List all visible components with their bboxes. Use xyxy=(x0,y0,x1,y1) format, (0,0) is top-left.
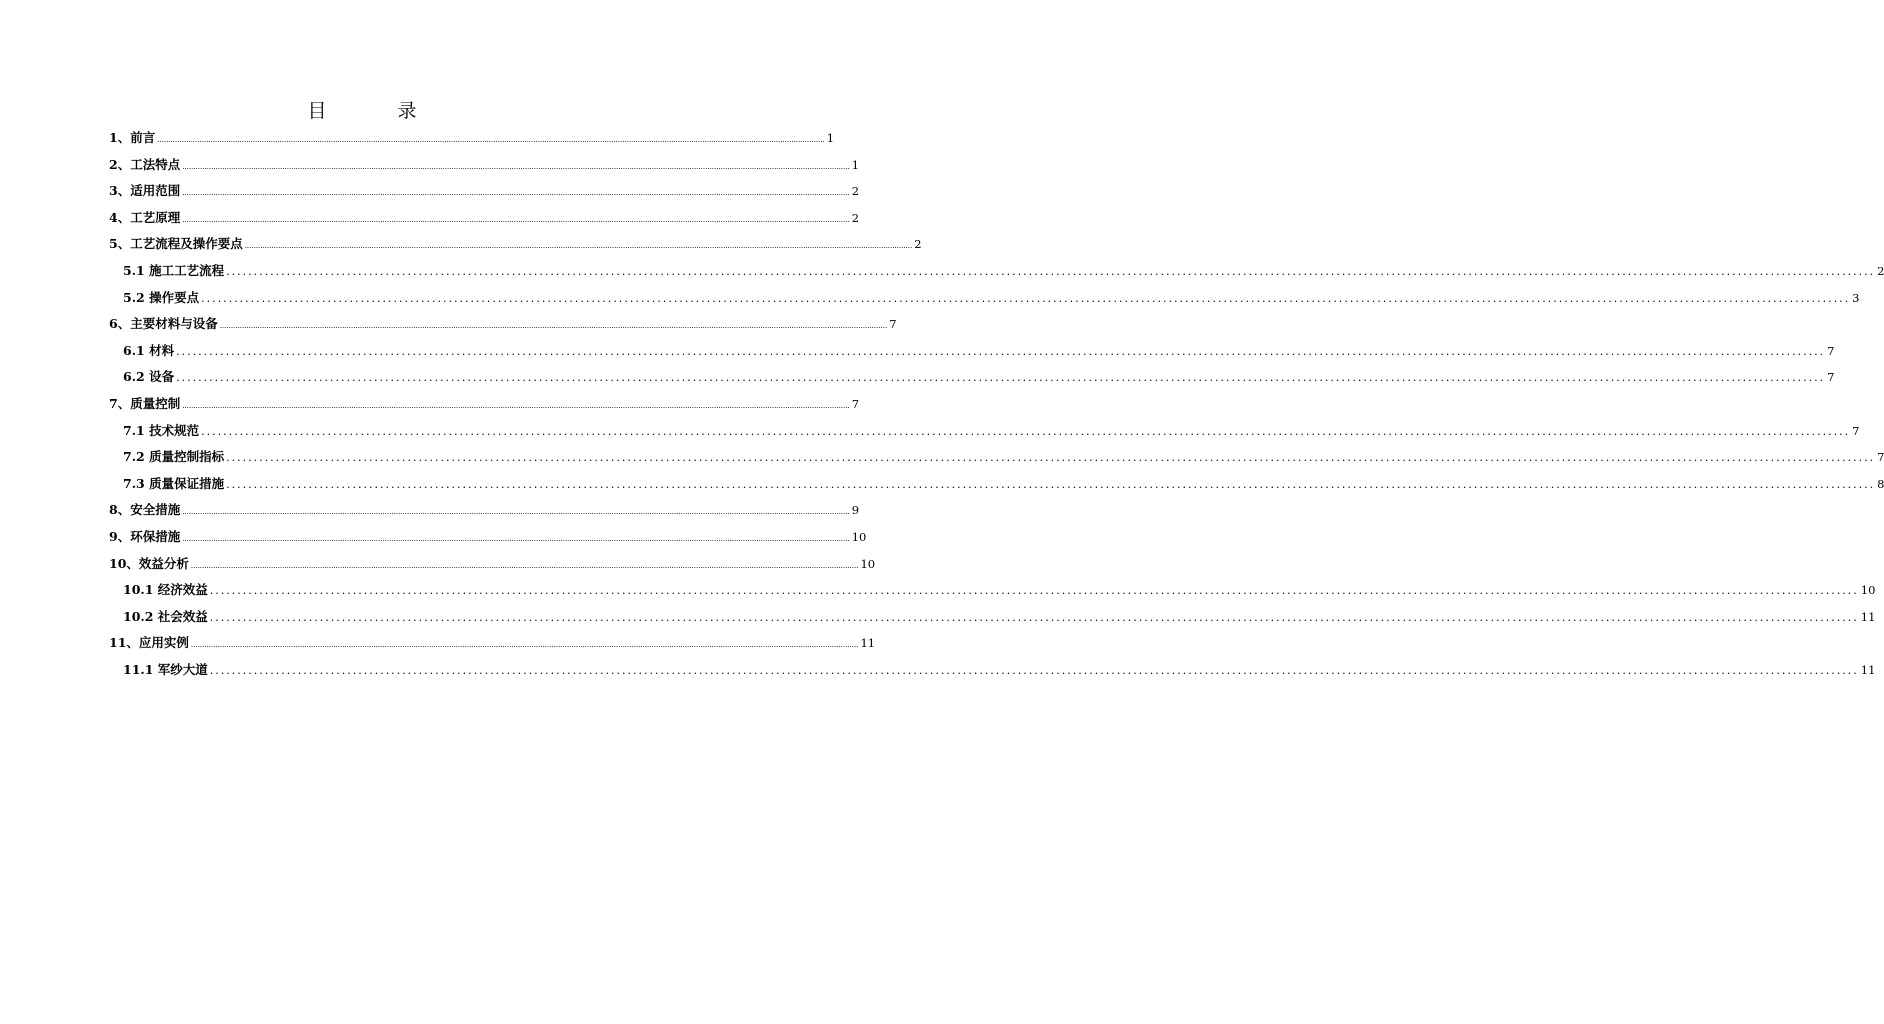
toc-dot-leader: ............................................................................................................................................................................................................................................................................................................ xyxy=(176,344,1826,358)
toc-entry[interactable] xyxy=(109,633,876,660)
toc-entry-page-number: 10 xyxy=(1860,583,1876,598)
toc-entry-text: 6.1 材料 xyxy=(123,342,175,358)
toc-dot-leader: ............................................................................................................................................................................................................................................................................................................ xyxy=(182,534,850,543)
toc-entry-page-number: 2 xyxy=(851,210,860,225)
toc-entry-page-number: 1 xyxy=(826,131,835,145)
toc-entry-page-number: 11 xyxy=(1860,609,1876,624)
toc-entry[interactable] xyxy=(109,288,1860,315)
toc-entry-page-number: 9 xyxy=(851,503,860,518)
toc-entry-text: 5、工艺流程及操作要点 xyxy=(109,236,243,252)
toc-entry-text: 10、效益分析 xyxy=(109,555,189,571)
toc-entry-page-number: 7 xyxy=(1877,450,1884,465)
toc-entry[interactable] xyxy=(109,367,1835,394)
toc-dot-leader: ............................................................................................................................................................................................................................................................................................................ xyxy=(182,189,850,198)
toc-entry[interactable] xyxy=(109,394,860,421)
toc-dot-leader: ............................................................................................................................................................................................................................................................................................................ xyxy=(219,322,888,331)
toc-entry[interactable] xyxy=(109,261,1884,288)
toc-entry-text: 11.1 军纱大道 xyxy=(123,661,208,677)
toc-dot-leader: ............................................................................................................................................................................................................................................................................................................ xyxy=(244,242,913,251)
toc-entry[interactable] xyxy=(109,447,1884,474)
toc-entry[interactable] xyxy=(109,128,835,155)
toc-dot-leader: ............................................................................................................................................................................................................................................................................................................ xyxy=(226,477,1876,491)
toc-entry-page-number: 2 xyxy=(851,184,860,199)
toc-entry-page-number: 7 xyxy=(851,396,860,411)
toc-dot-leader: ............................................................................................................................................................................................................................................................................................................ xyxy=(209,584,1859,598)
toc-entry-text: 4、工艺原理 xyxy=(109,209,181,225)
toc-dot-leader: ............................................................................................................................................................................................................................................................................................................ xyxy=(190,561,859,570)
toc-entry-text: 1、前言 xyxy=(109,130,156,145)
toc-entry[interactable] xyxy=(109,155,860,182)
toc-entry[interactable] xyxy=(109,208,860,235)
toc-entry[interactable] xyxy=(109,500,860,527)
toc-entry[interactable] xyxy=(109,314,897,341)
toc-entry-text: 8、安全措施 xyxy=(109,502,181,518)
toc-list xyxy=(109,128,1884,686)
toc-entry[interactable] xyxy=(109,554,876,581)
toc-entry-text: 11、应用实例 xyxy=(109,635,189,651)
toc-entry-text: 3、适用范围 xyxy=(109,183,181,199)
toc-dot-leader: ............................................................................................................................................................................................................................................................................................................ xyxy=(226,264,1876,278)
toc-dot-leader: ............................................................................................................................................................................................................................................................................................................ xyxy=(201,291,1851,305)
toc-entry[interactable] xyxy=(109,580,1876,607)
toc-entry-page-number: 10 xyxy=(851,529,867,544)
toc-entry-page-number: 7 xyxy=(1852,423,1860,438)
toc-entry-text: 7.1 技术规范 xyxy=(123,422,200,438)
toc-entry-page-number: 2 xyxy=(1877,263,1884,278)
toc-entry[interactable] xyxy=(109,341,1835,368)
toc-dot-leader: ............................................................................................................................................................................................................................................................................................................ xyxy=(182,401,850,410)
toc-dot-leader: ............................................................................................................................................................................................................................................................................................................ xyxy=(157,136,825,144)
toc-entry-text: 9、环保措施 xyxy=(109,528,181,544)
toc-entry-text: 5.2 操作要点 xyxy=(123,289,200,305)
toc-dot-leader: ............................................................................................................................................................................................................................................................................................................ xyxy=(190,641,859,650)
toc-entry-page-number: 11 xyxy=(1860,662,1876,677)
toc-entry-text: 7.3 质量保证措施 xyxy=(123,475,225,491)
toc-entry-text: 6、主要材料与设备 xyxy=(109,316,218,332)
toc-entry-text: 5.1 施工工艺流程 xyxy=(123,262,225,278)
toc-dot-leader: ............................................................................................................................................................................................................................................................................................................ xyxy=(182,162,850,171)
toc-entry[interactable] xyxy=(109,234,922,261)
toc-entry-page-number: 3 xyxy=(1852,290,1860,305)
toc-entry-page-number: 10 xyxy=(860,556,876,571)
toc-dot-leader: ............................................................................................................................................................................................................................................................................................................ xyxy=(182,215,850,224)
toc-entry-page-number: 1 xyxy=(851,157,860,172)
toc-entry-text: 10.1 经济效益 xyxy=(123,582,208,598)
toc-dot-leader: ............................................................................................................................................................................................................................................................................................................ xyxy=(182,508,850,517)
toc-entry[interactable] xyxy=(109,527,867,554)
toc-entry-text: 7.2 质量控制指标 xyxy=(123,449,225,465)
toc-entry-text: 7、质量控制 xyxy=(109,395,181,411)
toc-entry-page-number: 7 xyxy=(1827,343,1835,358)
toc-entry-text: 10.2 社会效益 xyxy=(123,608,208,624)
toc-dot-leader: ............................................................................................................................................................................................................................................................................................................ xyxy=(226,451,1876,465)
toc-entry-page-number: 11 xyxy=(860,636,876,651)
toc-entry[interactable] xyxy=(109,660,1876,687)
toc-entry-page-number: 2 xyxy=(914,237,922,252)
toc-entry[interactable] xyxy=(109,607,1876,634)
page-title: 目 录 xyxy=(307,100,443,122)
toc-dot-leader: ............................................................................................................................................................................................................................................................................................................ xyxy=(209,610,1859,624)
toc-entry[interactable] xyxy=(109,474,1884,501)
toc-dot-leader: ............................................................................................................................................................................................................................................................................................................ xyxy=(209,663,1859,677)
toc-entry[interactable] xyxy=(109,181,860,208)
toc-dot-leader: ............................................................................................................................................................................................................................................................................................................ xyxy=(176,371,1826,385)
toc-entry-page-number: 8 xyxy=(1877,476,1884,491)
toc-entry[interactable] xyxy=(109,421,1860,448)
toc-entry-text: 6.2 设备 xyxy=(123,369,175,385)
toc-entry-page-number: 7 xyxy=(889,317,897,332)
toc-entry-text: 2、工法特点 xyxy=(109,156,181,172)
toc-dot-leader: ............................................................................................................................................................................................................................................................................................................ xyxy=(201,424,1851,438)
toc-entry-page-number: 7 xyxy=(1827,370,1835,385)
